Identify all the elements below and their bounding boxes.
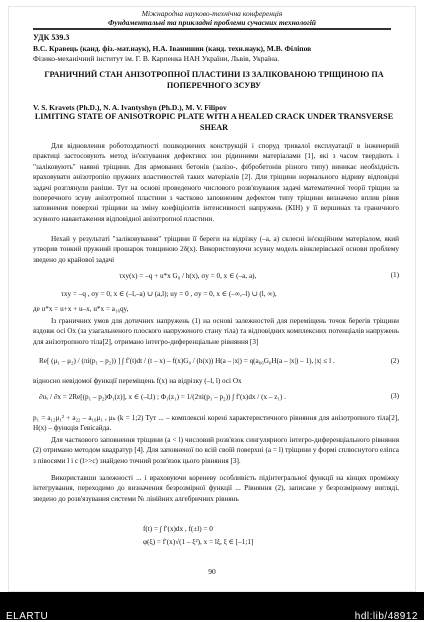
equation-1-number: (1) bbox=[390, 271, 399, 279]
equation-1-text: τxy(x) = –q + u*x G₀ / h(x), σy = 0, x ∈ (–a, a), bbox=[119, 272, 257, 280]
equation-1-conditions: τxy = –q , σy = 0, x ∈ (–l,–a) ∪ (a,l); uy = 0 , σy = 0, x ∈ (–∞,–l) ∪ (l, ∞), bbox=[61, 290, 277, 298]
paragraph-intro: Для відновлення роботоздатності пошкоджених конструкцій і споруд тривалої експлуатації в інженерній практиці застосовують метод ін'єктування дефектних зон рідинними матеріалами [1], які з часом твердіють і "заліковують" наявні тріщини. Для армованих бетонів (залізо-, фібробетонів різного типу) виникає необхідність враховувати анізотропію пружних властивостей таких матеріалів [2]. Для тріщини нормального відриву відповідні задачі розглянули раніше. Тут на основі проведеного числового розв'язування задачі математичної теорії тріщин за поперечного зсуву анізотропної пластини з частково заповненим дефектом типу тріщини визначено вплив рівня заповнення поверхні тріщини на зміну коефіцієнтів інтенсивності напружень (КІН) у її вершинах та граничного зсувного навантаження відповідної анізотропної пластини. bbox=[33, 142, 399, 223]
roots-text: Тут ... – комплексні корені характеристичного рівняння для анізотропного тіла[2], H(x) – функція Гевісайда. bbox=[33, 414, 400, 433]
paragraph-dimensionless-text: Використавши залежності ... і враховуючи кореневу особливість підінтегральної функції на кінцях проміжку інтегрування, переходимо до визначення безрозмірної функції ... Рівняння (2), записане у безрозмірному вигляді, зведено до розв'язування системи Nₗ лінійних алгебричних рівнянь bbox=[33, 474, 399, 503]
paragraph-dimensionless bbox=[33, 473, 399, 504]
handle-identifier: hdl:lib/48912 bbox=[354, 611, 418, 622]
paragraph-roots bbox=[33, 413, 399, 434]
equation-2-number: (2) bbox=[390, 357, 399, 365]
conference-header: Міжнародна науково-технічна конференція bbox=[141, 9, 283, 18]
title-english: LIMITING STATE OF ANISOTROPIC PLATE WITH A HEALED CRACK UNDER TRANSVERSE SHEAR bbox=[34, 112, 394, 132]
authors-ukrainian: В.С. Кравець (канд. фіз.-мат.наук), Н.А. Іванишин (канд. техн.наук), М.В. Філіпов bbox=[33, 44, 312, 53]
roots-formula: p₁ = a₁₂μ₁² + a₂₂ – a₁₆μ₁ , μₖ (k = 1;2) bbox=[33, 414, 144, 422]
conference-subtitle: Фундаментальні та прикладні проблеми сучасних технологій bbox=[108, 18, 316, 27]
equation-1 bbox=[33, 271, 399, 280]
equation-1-definitions: де u*x = u+x + u–x, u*x = a₁₆qy, bbox=[33, 305, 129, 313]
equation-3-text: ∂uₓ / ∂x = 2Re[(p₁ – p₂)Φ₁(z)], x ∈ (–l,l) ; Φ₁(z₁) = 1/(2πi(p₁ – p₂)) ∫ f′(x)dx / (x – z₁) . bbox=[39, 393, 286, 401]
paper-page bbox=[8, 6, 416, 592]
affiliation-ukrainian: Фізико-механічний інститут ім. Г. В. Карпенка НАН України, Львів, Україна. bbox=[33, 54, 280, 63]
paragraph-setup: Нехай у результаті "заліковування" тріщини її береги на відрізку (–a, a) склеєні ін'єкційним матеріалом, який утворив тонкий пружний прошарок товщиною 2δ(x). Використовуючи зсувну модель вінклерівської основи проблему зведено до крайової задачі bbox=[33, 235, 399, 264]
paragraph-relative: відносно невідомої функції переміщень f(x) на відрізку (–l, l) осі Ox bbox=[33, 377, 242, 385]
equation-2-text: Re[ (μ₁ – μ₂) / (πi(p₁ – p₂)) ] ∫ f′(t)dt / (t – x) – f(x)G₀ / (h(x)) H(a – |x|) = q(a₆₆G₀H(a – |x|) – 1), |x| ≤ l . bbox=[39, 357, 335, 365]
equation-3-number: (3) bbox=[390, 392, 399, 400]
repository-name: ELARTU bbox=[6, 611, 49, 622]
paragraph-quadrature: Для часткового заповнення тріщини (a < l) числовий розв'язок сингулярного інтегро-диференціального рівняння (2) отримано методом квадратур [4]. Для заповненої по всій своїй поверхні (a = l) тріщини у формі сплюснутого еліпса з півосями l і c (l>>c) знайдено точний розв'язок цього рівняння [3]. bbox=[33, 436, 399, 465]
equation-3 bbox=[33, 392, 399, 401]
authors-english: V. S. Kravets (Ph.D.), N. A. Ivantyshyn (Ph.D.), M. V. Filipov bbox=[33, 103, 227, 112]
udk-code: УДК 539.3 bbox=[33, 33, 70, 42]
equation-2 bbox=[33, 357, 399, 365]
page-number: 90 bbox=[208, 567, 216, 576]
title-ukrainian: ГРАНИЧНИЙ СТАН АНІЗОТРОПНОЇ ПЛАСТИНИ ІЗ ЗАЛІКОВАНОЮ ТРІЩИНОЮ ПА ПОПЕРЕЧНОГО ЗСУВУ bbox=[44, 70, 384, 90]
dimensionless-function: φ(ξ) = f′(x)√(1 – ξ²), x = lξ, ξ ∈ [–1;1] bbox=[143, 538, 254, 546]
header-rule bbox=[33, 28, 391, 30]
integral-condition: f(t) = ∫ f′(x)dx , f(±l) = 0 bbox=[143, 525, 213, 533]
paragraph-boundary: Із граничних умов для дотичних напружень (1) на основі залежностей для переміщень точок берегів тріщини вздовж осі Ox (за узагальненого плоского напруженого стану тіла) та відповідних комплексних потенціалів напружень для анізотропного тіла[2], отримано інтегро-диференціальне рівняння [3] bbox=[33, 317, 399, 346]
